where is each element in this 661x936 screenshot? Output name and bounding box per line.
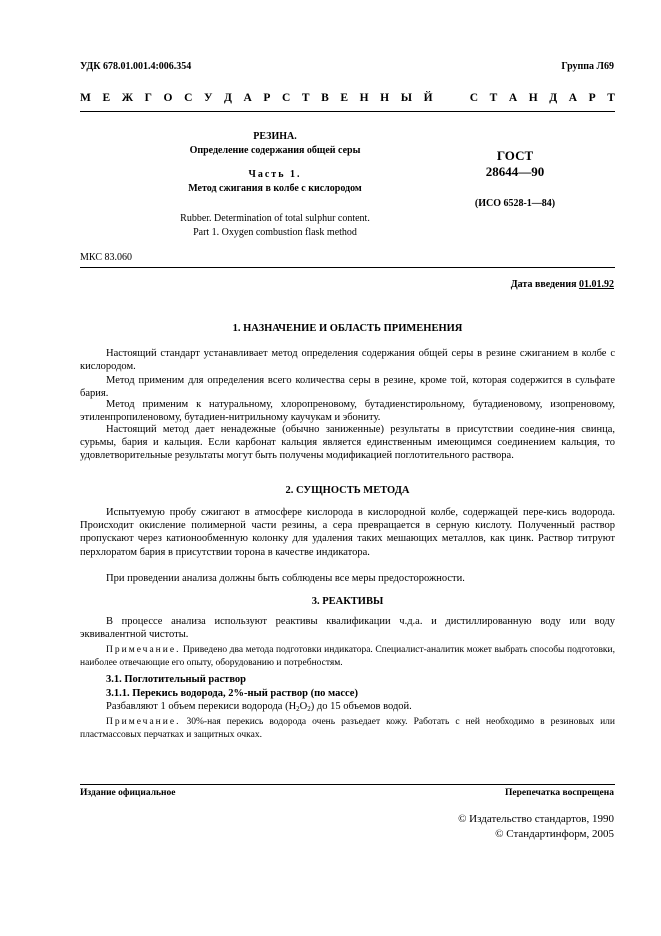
introduction-date xyxy=(511,279,614,290)
standard-type-letter: С xyxy=(184,92,193,104)
standard-type-letter: Н xyxy=(359,92,369,104)
section-2-paragraph-2: При проведении анализа должны быть соблюдены все меры предосторожности. xyxy=(106,573,465,584)
note-2-text: 30%-ная перекись водорода очень разъедает кожу. Работать с ней необходимо в резиновых или пластмассовых перчатках и защитных очках. xyxy=(80,717,616,740)
title-part: Часть 1. xyxy=(248,169,302,180)
section-3-paragraph-1: В процессе анализа используют реактивы квалификации ч.д.а. и дистиллированную воду или воду эквивалентной чистоты. xyxy=(80,616,615,641)
iso-reference: (ИСО 6528-1—84) xyxy=(474,198,556,209)
english-title-line-1: Rubber. Determination of total sulphur content. xyxy=(180,213,370,224)
standard-type-letter: Д xyxy=(224,92,232,104)
standard-type-letter: Р xyxy=(263,92,271,104)
note-2 xyxy=(80,716,615,741)
section-2-title: 2. СУЩНОСТЬ МЕТОДА xyxy=(285,485,410,496)
standard-type-letter: О xyxy=(163,92,173,104)
peroxide-text-mid: O xyxy=(299,701,308,712)
group-code: Группа Л69 xyxy=(561,61,614,72)
note-1-text: Приведено два метода подготовки индикатора. Специалист-аналитик может выбрать способы подготовки, наиболее отвечающие его опыту, оборудованию и потребностям. xyxy=(80,645,616,668)
date-label: Дата введения xyxy=(510,279,577,290)
section-3-title: 3. РЕАКТИВЫ xyxy=(311,596,384,607)
subscript-2: 2 xyxy=(307,705,311,713)
standard-type-heading xyxy=(80,92,615,104)
standard-type-letter: Т xyxy=(301,92,310,104)
title-line-4: Метод сжигания в колбе с кислородом xyxy=(188,183,362,194)
standard-type-letter: Н xyxy=(528,92,538,104)
section-1-title: 1. НАЗНАЧЕНИЕ И ОБЛАСТЬ ПРИМЕНЕНИЯ xyxy=(232,323,463,334)
mks-code: МКС 83.060 xyxy=(80,252,132,263)
section-1-paragraph-1: Настоящий стандарт устанавливает метод определения содержания общей серы в резине сжиганием в колбе с кислородом. xyxy=(80,348,615,373)
udk-code: УДК 678.01.001.4:006.354 xyxy=(80,61,192,72)
title-block xyxy=(120,130,430,196)
standard-type-letter: А xyxy=(508,92,518,104)
english-title-line-2: Part 1. Oxygen combustion flask method xyxy=(193,227,357,238)
standard-type-letter: В xyxy=(321,92,329,104)
english-title xyxy=(120,212,430,240)
standard-type-letter: А xyxy=(243,92,252,104)
footer-rule xyxy=(80,784,615,785)
footer-reprint: Перепечатка воспрещена xyxy=(504,788,614,798)
standard-type-letter: А xyxy=(568,92,578,104)
header-rule xyxy=(80,111,615,112)
section-1-paragraph-4: Настоящий метод дает ненадежные (обычно заниженные) результаты в присутствии соедине-ния свинца, сурьмы, бария и кальция. Если карбонат кальция является единственным имеющимся соединением кальция, то удовлетворительные результаты могут быть получены модификацией поглотительного раствора. xyxy=(80,424,615,462)
peroxide-text-b: ) до 15 объемов водой. xyxy=(310,701,412,712)
note-1 xyxy=(80,644,615,669)
standard-type-letter: У xyxy=(203,92,213,104)
standard-type-gap xyxy=(444,92,458,104)
section-1-paragraph-2: Метод применим для определения всего количества серы в резине, кроме той, которая содержится в сульфате бария. xyxy=(80,375,615,400)
standard-type-letter: Е xyxy=(102,92,111,104)
standard-type-letter: С xyxy=(282,92,291,104)
section-2-paragraph-1: Испытуемую пробу сжигают в атмосфере кислорода в кислородной колбе, содержащей пере-кись водорода. Происходит окисление полимерной части резины, а сера превращается в серную кислоту. Полученный раствор пропускают через катионообменную колонку для удаления таких мешающих металлов, как цинк. Раствор титруют перхлоратом бария в присутствии торона в качестве индикатора. xyxy=(80,507,615,558)
note-2-label: Примечание. xyxy=(106,717,181,727)
standard-type-letter: Е xyxy=(340,92,349,104)
subscript-1: 2 xyxy=(296,705,300,713)
standard-type-letter: С xyxy=(469,92,478,104)
gost-block xyxy=(455,148,575,209)
note-1-label: Примечание. xyxy=(106,645,181,655)
subsection-3-1-title: 3.1. Поглотительный раствор xyxy=(106,674,247,685)
standard-type-letter: Т xyxy=(489,92,498,104)
mks-rule xyxy=(80,267,615,268)
subsection-3-1-1-title: 3.1.1. Перекись водорода, 2%-ный раствор (по массе) xyxy=(106,688,358,699)
gost-number: 28644—90 xyxy=(485,164,545,179)
peroxide-text-a: Разбавляют 1 объем перекиси водорода (H xyxy=(106,701,297,712)
section-1-paragraph-3: Метод применим к натуральному, хлоропреновому, бутадиенстирольному, бутадиеновому, изопреновому, этиленпропиленовому, бутадиен-нитрильному каучукам и эбониту. xyxy=(80,399,615,424)
standard-type-letter: Ж xyxy=(121,92,134,104)
standard-type-letter: М xyxy=(80,92,91,104)
subsection-3-1-1-text xyxy=(80,700,615,716)
footer-official: Издание официальное xyxy=(80,788,176,798)
copyright-2: © Стандартинформ, 2005 xyxy=(495,828,614,840)
title-line-1: РЕЗИНА. xyxy=(253,131,297,142)
copyright-1: © Издательство стандартов, 1990 xyxy=(458,813,614,825)
title-line-2: Определение содержания общей серы xyxy=(189,145,361,156)
standard-type-letter: Й xyxy=(423,92,433,104)
standard-type-letter: Т xyxy=(607,92,615,104)
standard-type-letter: Ы xyxy=(400,92,412,104)
date-value: 01.01.92 xyxy=(579,279,614,290)
standard-type-letter: Н xyxy=(380,92,390,104)
gost-label: ГОСТ xyxy=(496,148,534,163)
standard-type-letter: Д xyxy=(549,92,558,104)
standard-type-letter: Г xyxy=(144,92,152,104)
standard-type-letter: Р xyxy=(588,92,596,104)
